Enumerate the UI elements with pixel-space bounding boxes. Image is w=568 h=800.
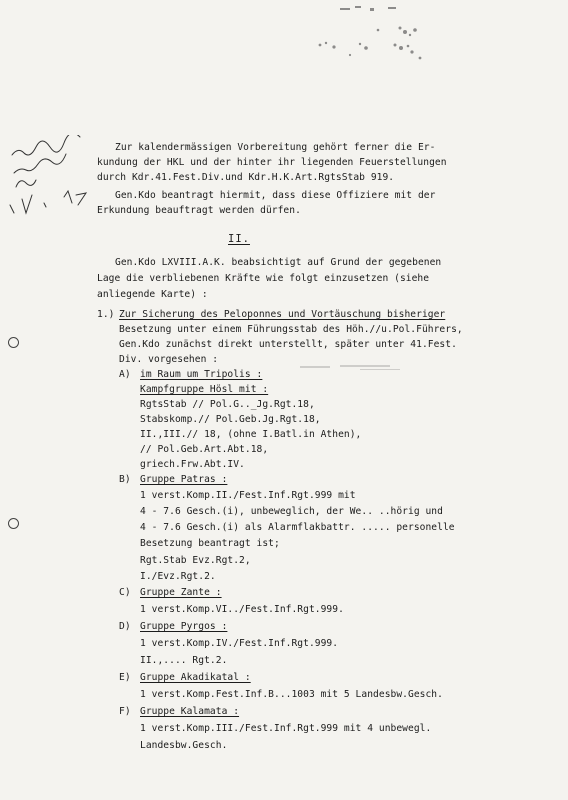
p3-line-1: Gen.Kdo LXVIII.A.K. beabsichtigt auf Grund der gegebenen	[115, 257, 442, 268]
stamp-smudge	[300, 0, 440, 70]
group-c-letter: C)	[119, 587, 131, 598]
p2-line-2: Erkundung beauftragt werden dürfen.	[97, 205, 301, 216]
group-b-line-6: I./Evz.Rgt.2.	[140, 571, 216, 582]
punch-hole-top	[8, 337, 19, 348]
group-d-title: Gruppe Pyrgos :	[140, 621, 228, 632]
group-f-title: Gruppe Kalamata :	[140, 706, 240, 717]
section-heading: II.	[228, 233, 250, 245]
p1-line-2: kundung der HKL und der hinter ihr liegenden Feuerstellungen	[97, 157, 447, 168]
group-a-line-3: Stabskomp.// Pol.Geb.Jg.Rgt.18,	[140, 414, 321, 425]
item1-line-2: Gen.Kdo zunächst direkt unterstellt, später unter 41.Fest.	[119, 339, 457, 350]
group-a-title: im Raum um Tripolis :	[140, 369, 263, 380]
group-c-title: Gruppe Zante :	[140, 587, 222, 598]
group-b-line-4: Besetzung beantragt ist;	[140, 538, 280, 549]
item1-line-3: Div. vorgesehen :	[119, 354, 219, 365]
group-d-line-2: II.,.... Rgt.2.	[140, 655, 228, 666]
group-b-letter: B)	[119, 474, 131, 485]
group-c-line-1: 1 verst.Komp.VI../Fest.Inf.Rgt.999.	[140, 604, 344, 615]
group-d-line-1: 1 verst.Komp.IV./Fest.Inf.Rgt.999.	[140, 638, 339, 649]
group-a-line-5: // Pol.Geb.Art.Abt.18,	[140, 444, 269, 455]
scan-smudge	[300, 360, 410, 374]
handwritten-margin-note	[4, 135, 99, 225]
group-a-line-2: RgtsStab // Pol.G.._Jg.Rgt.18,	[140, 399, 315, 410]
item1-number: 1.)	[97, 309, 115, 320]
p2-line-1: Gen.Kdo beantragt hiermit, dass diese Offiziere mit der	[115, 190, 436, 201]
group-a-line-1: Kampfgruppe Hösl mit :	[140, 384, 269, 395]
p3-line-2: Lage die verbliebenen Kräfte wie folgt einzusetzen (siehe	[97, 273, 430, 284]
group-d-letter: D)	[119, 621, 131, 632]
group-f-line-2: Landesbw.Gesch.	[140, 740, 228, 751]
group-f-line-1: 1 verst.Komp.III./Fest.Inf.Rgt.999 mit 4 unbewegl.	[140, 723, 432, 734]
group-b-title: Gruppe Patras :	[140, 474, 228, 485]
group-b-line-1: 1 verst.Komp.II./Fest.Inf.Rgt.999 mit	[140, 490, 356, 501]
group-a-line-6: griech.Frw.Abt.IV.	[140, 459, 245, 470]
group-a-letter: A)	[119, 369, 131, 380]
punch-hole-bottom	[8, 518, 19, 529]
group-b-line-5: Rgt.Stab Evz.Rgt.2,	[140, 555, 251, 566]
group-e-title: Gruppe Akadikatal :	[140, 672, 251, 683]
item1-line-1: Besetzung unter einem Führungsstab des Höh.//u.Pol.Führers,	[119, 324, 463, 335]
p1-line-1: Zur kalendermässigen Vorbereitung gehört ferner die Er-	[115, 142, 436, 153]
p3-line-3: anliegende Karte) :	[97, 289, 208, 300]
p1-line-3: durch Kdr.41.Fest.Div.und Kdr.H.K.Art.RgtsStab 919.	[97, 172, 395, 183]
group-b-line-2: 4 - 7.6 Gesch.(i), unbeweglich, der We.. ..hörig und	[140, 506, 443, 517]
group-f-letter: F)	[119, 706, 131, 717]
group-e-line-1: 1 verst.Komp.Fest.Inf.B...1003 mit 5 Landesbw.Gesch.	[140, 689, 443, 700]
group-b-line-3: 4 - 7.6 Gesch.(i) als Alarmflakbattr. ..... personelle	[140, 522, 455, 533]
group-a-line-4: II.,III.// 18, (ohne I.Batl.in Athen),	[140, 429, 362, 440]
item1-title: Zur Sicherung des Peloponnes und Vortäuschung bisheriger	[119, 309, 446, 320]
group-e-letter: E)	[119, 672, 131, 683]
